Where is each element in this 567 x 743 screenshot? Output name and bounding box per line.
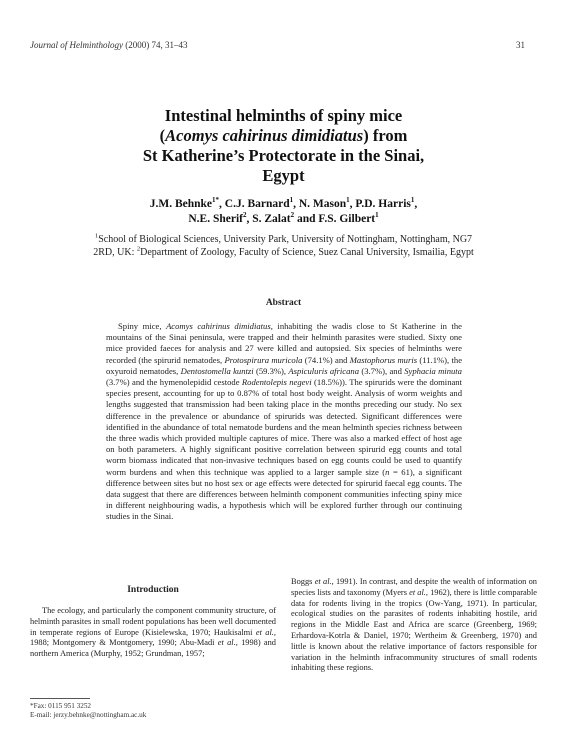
author-affil-sup: 1 [289,196,294,205]
footnote-fax: *Fax: 0115 951 3252 [30,702,92,710]
author-affil-sup: 1 [375,211,379,220]
author-affil-sup: 2 [290,211,295,220]
italic-text: et al. [217,638,236,648]
text-segment: Boggs [291,577,315,586]
right-column [291,577,537,674]
title-paren-open: ( [159,126,166,145]
text-segment: , 1962), there is little comparable data for rodents living in the tropics (Ow-Yang, 1971). In particular, ecological studies on the parasites of rodents inhabiting hostile, arid regions in the Middle East and Africa are scarce (Greenberg, 1969; Erhardova-Kotrla & Daniel, 1970; Wertheim & Greenberg, 1970) and little is known about the relative importance of factors responsible for variation in the helminth infracommunity structures of small rodents inhabiting these regions. [291,587,537,673]
author-name: N.E. Sherif [188,213,243,225]
author-name: N. Mason [298,198,347,210]
title-species: Acomys cahirinus dimidiatus [165,126,364,145]
italic-text: et al. [255,627,274,637]
italic-text: n [385,466,390,477]
author-separator: , [246,213,253,225]
footnote-divider [30,698,90,699]
title-line-1: Intestinal helminths of spiny mice [164,106,403,125]
author-name: F.S. Gilbert [318,213,376,225]
text-segment: , inhabiting the wadis close to St Katherine in the mountains of the Sinai peninsula, were trapped and their helminth parasites were studied. Sixty one mice provided faeces for analysis and 27 were killed and autopsied. Six species of helminths were recorded (the spirurid nematodes, [106,321,462,365]
italic-text: Protospirura muricola [224,354,303,365]
abstract-heading: Abstract [265,298,302,308]
text-segment: , 1998) and northern America (Murphy, 1952; Grundman, 1957; [30,638,276,659]
author-affil-sup: 1 [346,196,350,205]
author-name: S. Zalat [252,213,291,225]
affil-text-2: Department of Zoology, Faculty of Science, Suez Canal University, Ismailia, Egypt [140,247,474,258]
text-segment: = 61), a significant difference between sites but no host sex or age effects were detected for spirurid faecal egg counts. The data suggest that there are differences between helminth component communities infecting spiny mice in different neighbouring wadis, a hypothesis which will be explored further through our continuing studies in the Sinai. [106,466,462,522]
author-separator: , [414,198,418,210]
italic-text: et al. [409,587,426,597]
intro-paragraph-right [291,577,537,674]
italic-text: Dentostomella kuntzi [180,365,254,376]
author-name: J.M. Behnke [149,198,213,210]
author-affil-sup: 2 [242,211,247,220]
author-separator: , [293,198,299,210]
author-name: P.D. Harris [355,198,411,210]
text-segment: (18.5%)). The spirurids were the dominant species present, accounting for up to 0.87% of total host body weight. Analysis of worm weights and lengths suggested that transmission had been taking place in the months preceding our study. No sex difference in the prevalence or abundance of spirurids was detected. Significant differences were identified in the abundance of total nematode burdens and the mean helminth species richness between the three wadis which provided multiple captures of mice. There was also a marked effect of host age on both parameters. A highly significant positive correlation between spirurid egg counts and total worm biomass indicated that non-invasive techniques based on egg counts could be used to quantify worm burdens and when this technique was applied to a larger sample size ( [106,377,462,477]
footnote [30,702,146,720]
text-segment: The ecology, and particularly the component community structure, of helminth parasites in small rodent populations has been well documented in temperate regions of Europe (Kisielewska, 1970; Haukisalmi [30,606,276,637]
introduction-heading: Introduction [127,585,179,595]
affil-sup-1: 1 [94,232,99,240]
italic-text: Syphacia minuta [404,365,462,376]
text-segment: Spiny mice, [118,321,167,331]
journal-citation: (2000) 74, 31–43 [123,40,188,50]
author-name: C.J. Barnard [224,198,290,210]
left-column [30,585,276,660]
text-segment: (3.7%), and [359,365,405,376]
author-affil-sup: 1 [410,196,415,205]
author-affil-sup: 1* [212,196,220,205]
author-separator: , [349,198,356,210]
italic-text: Aspiculuris africana [288,365,360,376]
abstract-text [106,321,462,523]
author-separator: , [219,198,225,210]
text-segment: , 1991). In contrast, and despite the wealth of information on species lists and taxonomy (Myers [291,577,537,597]
title-line-2 [60,126,507,146]
author-separator: and [294,213,319,225]
title-line-4: Egypt [262,166,305,185]
affiliations [92,233,475,259]
text-segment: (59.3%), [253,365,289,376]
journal-name: Journal of Helminthology [30,40,123,50]
footnote-email: E-mail: jerzy.behnke@nottingham.ac.uk [30,711,147,719]
affil-sup-2: 2 [136,245,141,253]
italic-text: et al. [314,577,332,586]
page-number: 31 [516,40,525,50]
text-segment: (74.1%) and [302,354,350,365]
journal-header [30,40,188,50]
text-segment: , 1988; Montgomery & Montgomery, 1990; Abu-Madi [30,627,276,648]
title-line-3: St Katherine’s Protectorate in the Sinai, [142,146,425,165]
italic-text: Rodentolepis negevi [241,377,312,388]
paper-title [60,106,507,186]
intro-paragraph-left [30,606,276,660]
title-line-2-rest: ) from [363,126,408,145]
text-segment: (3.7%) and the hymenolepidid cestode [106,377,242,388]
affil-text-1: School of Biological Sciences, University Park, University of Nottingham, Nottingham, NG7 2RD, UK: [93,234,473,258]
author-list [90,197,477,227]
italic-text: Acomys cahirinus dimidiatus [166,321,271,331]
italic-text: Mastophorus muris [349,354,418,365]
text-segment: (11.1%), the oxyuroid nematodes, [106,354,463,376]
